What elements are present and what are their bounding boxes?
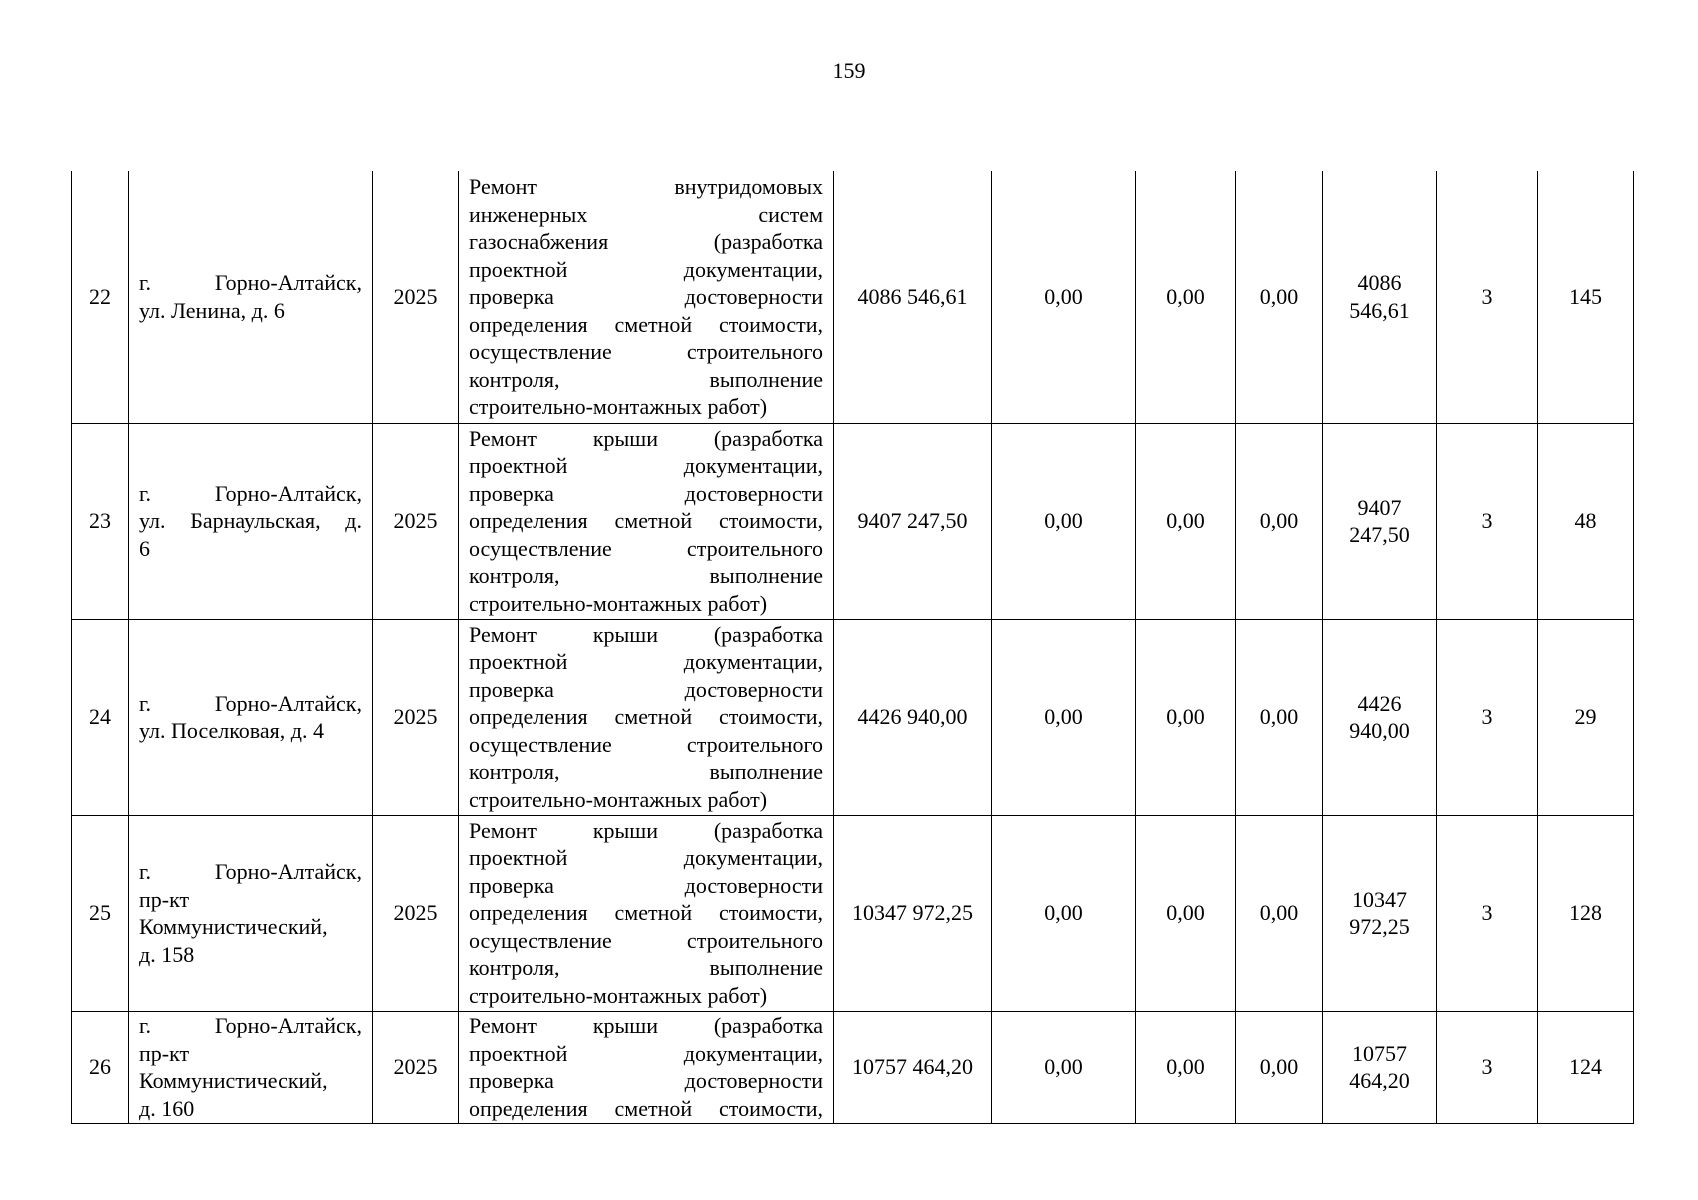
row-number-cell: 26 <box>72 1011 129 1123</box>
work-line: проверка достоверности <box>469 284 823 309</box>
work-line: осуществление строительного <box>469 535 823 561</box>
row-number-cell: 25 <box>72 815 129 1011</box>
value-1-cell: 0,00 <box>992 619 1136 815</box>
address-cell <box>129 815 373 1011</box>
address-cell <box>129 1011 373 1123</box>
work-line: определения сметной стоимости, <box>469 1095 823 1121</box>
work-line: строительно-монтажных работ) <box>469 590 768 616</box>
work-line: контроля, выполнение <box>469 366 823 392</box>
address-line: г. Горно-Алтайск, <box>139 270 362 296</box>
value-2-cell: 0,00 <box>1136 423 1236 619</box>
count-1-cell: 3 <box>1437 423 1538 619</box>
value-2-cell: 0,00 <box>1136 815 1236 1011</box>
count-2-cell: 145 <box>1538 171 1634 423</box>
total-line: 972,25 <box>1349 914 1410 939</box>
total-line: 940,00 <box>1349 718 1410 743</box>
work-line: проектной документации, <box>469 649 823 675</box>
year-cell: 2025 <box>373 423 459 619</box>
value-1-cell: 0,00 <box>992 1011 1136 1123</box>
year-cell: 2025 <box>373 171 459 423</box>
address-cell <box>129 619 373 815</box>
work-line: Ремонт крыши (разработка <box>469 1013 823 1038</box>
address-line: Коммунистический, <box>139 914 328 939</box>
address-line: г. Горно-Алтайск, <box>139 1013 362 1038</box>
work-line: проверка достоверности <box>469 480 823 506</box>
value-1-cell: 0,00 <box>992 423 1136 619</box>
work-line: определения сметной стоимости, <box>469 508 823 534</box>
table-row <box>72 171 1634 423</box>
value-3-cell: 0,00 <box>1236 815 1323 1011</box>
total-cell <box>1323 619 1437 815</box>
work-line: проектной документации, <box>469 453 823 479</box>
work-line: осуществление строительного <box>469 339 823 364</box>
work-line: определения сметной стоимости, <box>469 900 823 926</box>
work-line: проектной документации, <box>469 1040 823 1066</box>
count-2-cell: 29 <box>1538 619 1634 815</box>
work-line: проверка достоверности <box>469 676 823 702</box>
address-cell <box>129 423 373 619</box>
work-line: газоснабжения (разработка <box>469 229 823 254</box>
work-description-cell <box>459 815 834 1011</box>
work-line: проверка достоверности <box>469 1068 823 1093</box>
work-line: строительно-монтажных работ) <box>469 786 768 812</box>
value-1-cell: 0,00 <box>992 815 1136 1011</box>
work-line: Ремонт внутридомовых <box>469 174 823 199</box>
work-line: инженерных систем <box>469 201 823 227</box>
work-description-cell <box>459 423 834 619</box>
work-description-cell <box>459 619 834 815</box>
row-number-cell: 23 <box>72 423 129 619</box>
value-2-cell: 0,00 <box>1136 1011 1236 1123</box>
table-row <box>72 423 1634 619</box>
address-line: д. 160 <box>139 1095 195 1121</box>
work-line: проектной документации, <box>469 256 823 282</box>
total-line: 546,61 <box>1349 297 1410 323</box>
count-1-cell: 3 <box>1437 171 1538 423</box>
cost-cell: 10757 464,20 <box>834 1011 992 1123</box>
count-2-cell: 128 <box>1538 815 1634 1011</box>
address-line: ул. Ленина, д. 6 <box>139 297 285 323</box>
work-line: Ремонт крыши (разработка <box>469 817 823 843</box>
table-row <box>72 1011 1634 1123</box>
value-2-cell: 0,00 <box>1136 619 1236 815</box>
total-line: 247,50 <box>1349 522 1410 547</box>
total-line: 464,20 <box>1349 1068 1410 1093</box>
total-cell <box>1323 1011 1437 1123</box>
value-3-cell: 0,00 <box>1236 171 1323 423</box>
value-3-cell: 0,00 <box>1236 423 1323 619</box>
count-1-cell: 3 <box>1437 1011 1538 1123</box>
page-number: 159 <box>832 58 866 83</box>
table-body <box>72 171 1634 1123</box>
work-description-cell <box>459 171 834 423</box>
address-line: Коммунистический, <box>139 1068 328 1093</box>
value-3-cell: 0,00 <box>1236 619 1323 815</box>
total-cell <box>1323 423 1437 619</box>
count-1-cell: 3 <box>1437 815 1538 1011</box>
works-table <box>71 171 1634 1124</box>
value-2-cell: 0,00 <box>1136 171 1236 423</box>
address-cell <box>129 171 373 423</box>
total-line: 4426 <box>1357 690 1402 716</box>
address-line: г. Горно-Алтайск, <box>139 480 362 506</box>
count-2-cell: 124 <box>1538 1011 1634 1123</box>
cost-cell: 4426 940,00 <box>834 619 992 815</box>
work-line: контроля, выполнение <box>469 955 823 981</box>
total-line: 9407 <box>1357 494 1402 520</box>
row-number-cell: 22 <box>72 171 129 423</box>
value-3-cell: 0,00 <box>1236 1011 1323 1123</box>
address-line: д. 158 <box>139 941 195 967</box>
address-line: пр-кт <box>139 886 190 912</box>
work-line: строительно-монтажных работ) <box>469 982 768 1008</box>
count-1-cell: 3 <box>1437 619 1538 815</box>
count-2-cell: 48 <box>1538 423 1634 619</box>
address-line: ул. Поселковая, д. 4 <box>139 718 324 743</box>
year-cell: 2025 <box>373 619 459 815</box>
work-description-cell <box>459 1011 834 1123</box>
address-line: г. Горно-Алтайск, <box>139 859 362 884</box>
table-row <box>72 815 1634 1011</box>
address-line: г. Горно-Алтайск, <box>139 690 362 716</box>
total-line: 10757 <box>1352 1040 1407 1066</box>
value-1-cell: 0,00 <box>992 171 1136 423</box>
year-cell: 2025 <box>373 1011 459 1123</box>
year-cell: 2025 <box>373 815 459 1011</box>
cost-cell: 4086 546,61 <box>834 171 992 423</box>
row-number-cell: 24 <box>72 619 129 815</box>
total-line: 10347 <box>1352 886 1407 912</box>
table-row <box>72 619 1634 815</box>
work-line: проверка достоверности <box>469 872 823 898</box>
work-line: контроля, выполнение <box>469 759 823 785</box>
address-line: 6 <box>139 535 150 561</box>
work-line: контроля, выполнение <box>469 563 823 589</box>
work-line: осуществление строительного <box>469 927 823 953</box>
work-line: Ремонт крыши (разработка <box>469 621 823 647</box>
work-line: Ремонт крыши (разработка <box>469 425 823 451</box>
cost-cell: 9407 247,50 <box>834 423 992 619</box>
work-line: строительно-монтажных работ) <box>469 394 768 419</box>
work-line: определения сметной стоимости, <box>469 311 823 337</box>
address-line: пр-кт <box>139 1040 190 1066</box>
total-cell <box>1323 815 1437 1011</box>
work-line: осуществление строительного <box>469 731 823 757</box>
cost-cell: 10347 972,25 <box>834 815 992 1011</box>
address-line: ул. Барнаульская, д. <box>139 508 362 534</box>
work-line: определения сметной стоимости, <box>469 704 823 730</box>
work-line: проектной документации, <box>469 845 823 871</box>
total-cell <box>1323 171 1437 423</box>
total-line: 4086 <box>1357 270 1402 296</box>
